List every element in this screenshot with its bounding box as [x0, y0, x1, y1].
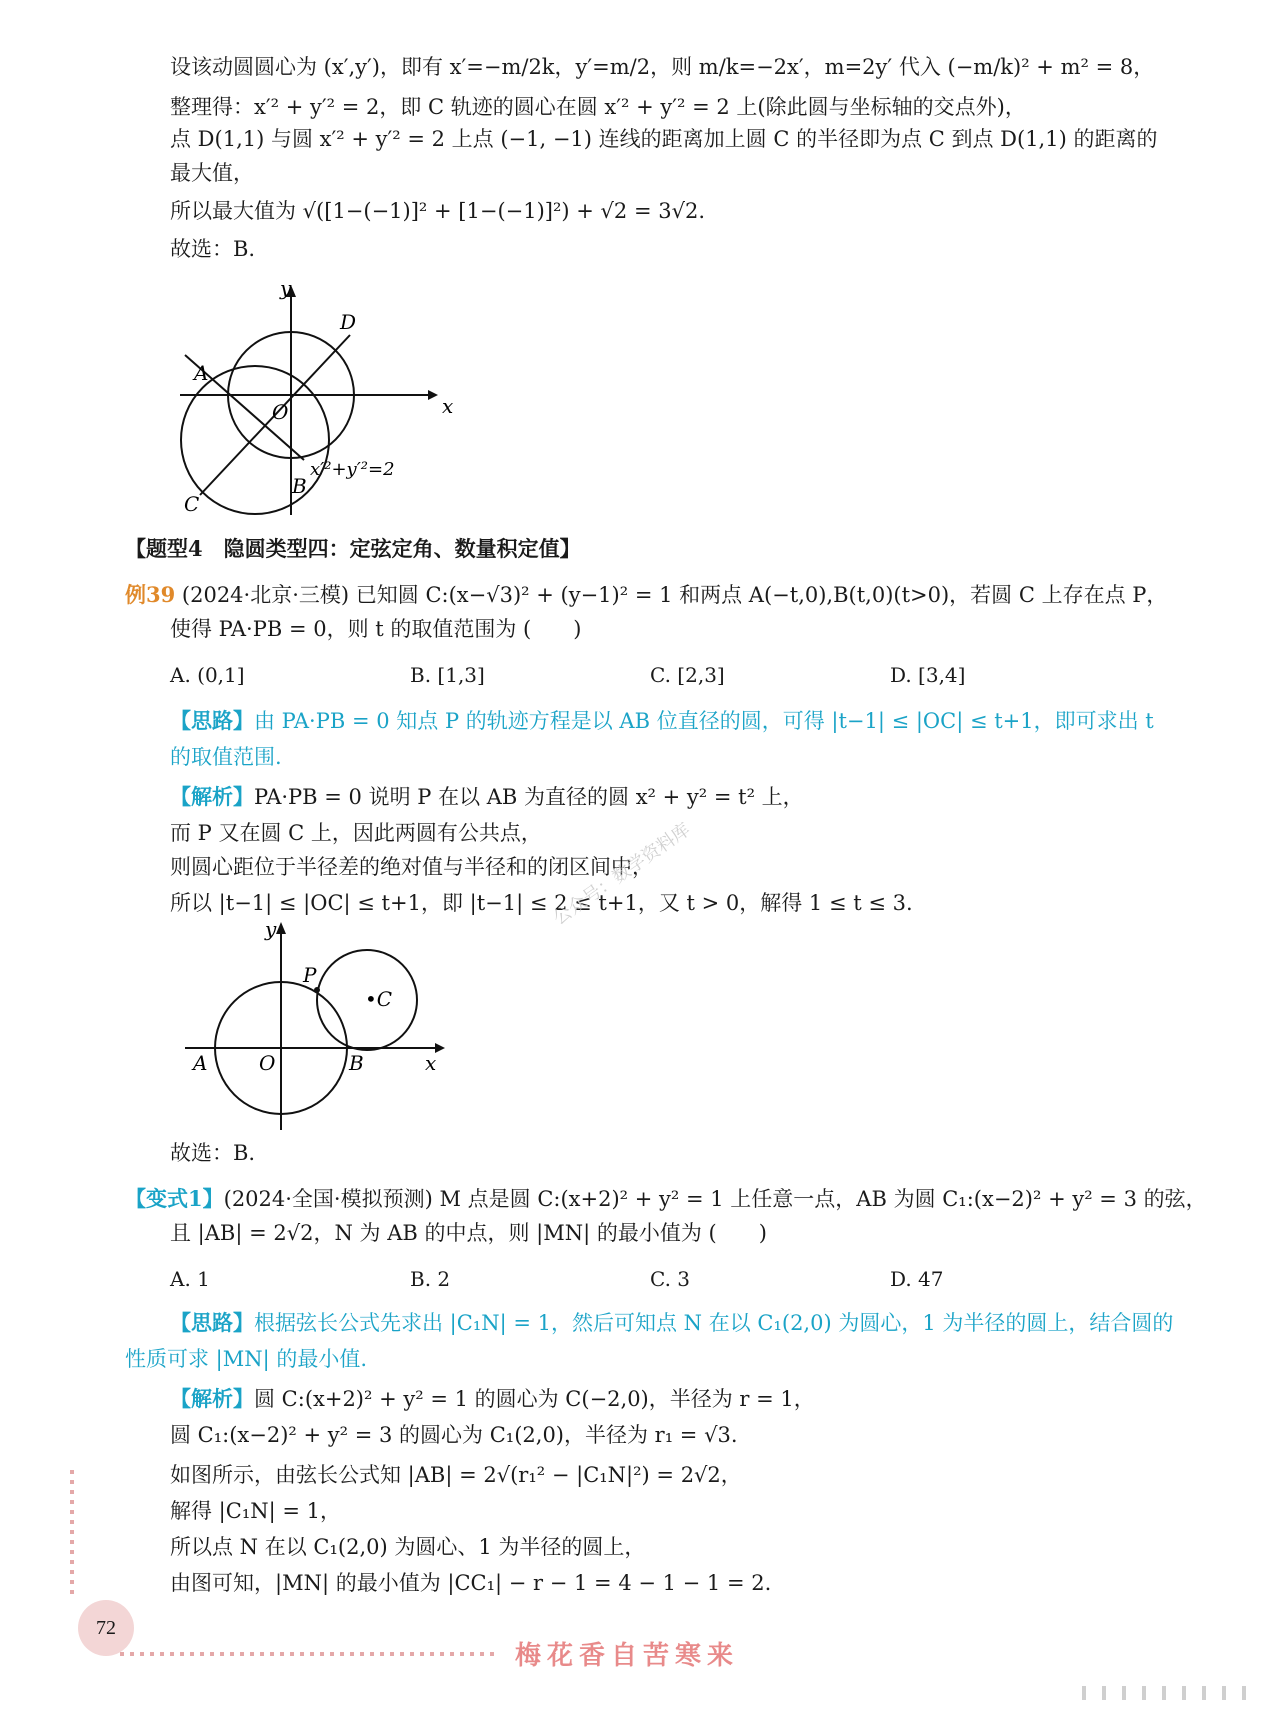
option-a: A. 1 — [170, 1267, 210, 1291]
variant-solution-line-2: 圆 C₁:(x−2)² + y² = 3 的圆心为 C₁(2,0)，半径为 r₁ = √3. — [170, 1423, 738, 1447]
section-heading: 【题型4 隐圆类型四：定弦定角、数量积定值】 — [125, 536, 581, 561]
figure-two-circles — [185, 920, 465, 1140]
footer-dots-vertical — [70, 1470, 74, 1600]
example-39-line-2: 使得 PA·PB = 0，则 t 的取值范围为 ( ) — [170, 617, 582, 641]
variant-solution-line-5: 所以点 N 在以 C₁(2,0) 为圆心、1 为半径的圆上， — [170, 1535, 646, 1559]
fig1-point-b: B — [292, 474, 307, 498]
solution-39-line-1: 【解析】PA·PB = 0 说明 P 在以 AB 为直径的圆 x² + y² = t² 上， — [170, 784, 804, 809]
fig2-point-o: O — [259, 1051, 276, 1075]
fig1-point-a: A — [194, 361, 209, 385]
answer-line: 故选：B. — [170, 237, 256, 261]
solution-line-4: 最大值， — [170, 161, 254, 185]
variant-think-line-2: 性质可求 |MN| 的最小值. — [125, 1347, 368, 1371]
option-c: C. [2,3] — [650, 663, 725, 687]
variant-think-line-1: 【思路】根据弦长公式先求出 |C₁N| = 1，然后可知点 N 在以 C₁(2,0) 为圆心，1 为半径的圆上，结合圆的 — [170, 1310, 1174, 1335]
fig2-point-b: B — [349, 1051, 364, 1075]
variant-solution-line-3: 如图所示，由弦长公式知 |AB| = 2√(r₁² − |C₁N|²) = 2√2， — [170, 1463, 742, 1487]
footer-dots-horizontal — [120, 1652, 500, 1656]
solution-line-5: 所以最大值为 √([1−(−1)]² + [1−(−1)]²) + √2 = 3√2. — [170, 199, 706, 223]
fig2-x-label: x — [425, 1051, 437, 1075]
variant-1-line-2: 且 |AB| = 2√2，N 为 AB 的中点，则 |MN| 的最小值为 ( ) — [170, 1221, 767, 1245]
variant-1-line-1: 【变式1】(2024·全国·模拟预测) M 点是圆 C:(x+2)² + y² = 1 上任意一点，AB 为圆 C₁:(x−2)² + y² = 3 的弦， — [125, 1186, 1207, 1211]
fig2-point-p: P — [303, 963, 317, 987]
page-number: 72 — [78, 1600, 134, 1656]
variant-solution-line-1: 【解析】圆 C:(x+2)² + y² = 1 的圆心为 C(−2,0)，半径为 r = 1， — [170, 1386, 815, 1411]
option-b: B. [1,3] — [410, 663, 485, 687]
think-line-2: 的取值范围. — [170, 745, 282, 769]
fig1-y-label: y — [280, 285, 292, 300]
footer-slogan: 梅花香自苦寒来 — [515, 1641, 740, 1671]
figure-circle-locus — [180, 285, 480, 520]
fig1-point-c: C — [184, 492, 200, 516]
solution-39-line-3: 则圆心距位于半径差的绝对值与半径和的闭区间中， — [170, 855, 653, 879]
fig1-equation: x′²+y′²=2 — [310, 459, 395, 480]
fig1-point-o: O — [272, 400, 289, 424]
solution-39-line-2: 而 P 又在圆 C 上，因此两圆有公共点， — [170, 821, 542, 845]
fig1-point-d: D — [340, 310, 357, 334]
fig2-point-c: •C — [365, 987, 393, 1011]
option-a: A. (0,1] — [170, 663, 245, 687]
fig2-y-label: y — [265, 920, 277, 941]
solution-line-2: 整理得：x′² + y′² = 2，即 C 轨迹的圆心在圆 x′² + y′² = 2 上(除此圆与坐标轴的交点外)， — [170, 95, 1026, 119]
fig2-point-a: A — [193, 1051, 208, 1075]
option-d: D. [3,4] — [890, 663, 966, 687]
example-tag: 例39 — [125, 582, 176, 607]
answer-39: 故选：B. — [170, 1141, 256, 1165]
example-39-line-1: 例39 (2024·北京·三模) 已知圆 C:(x−√3)² + (y−1)² = 1 和两点 A(−t,0),B(t,0)(t>0)，若圆 C 上存在点 P， — [125, 582, 1168, 607]
variant-solution-line-6: 由图可知，|MN| 的最小值为 |CC₁| − r − 1 = 4 − 1 − 1 = 2. — [170, 1571, 772, 1595]
option-b: B. 2 — [410, 1267, 451, 1291]
solution-line-1: 设该动圆圆心为 (x′,y′)，即有 x′=−m/2k，y′=m/2，则 m/k=−2x′，m=2y′ 代入 (−m/k)² + m² = 8， — [170, 55, 1155, 79]
page-indicator — [1082, 1686, 1262, 1700]
option-c: C. 3 — [650, 1267, 691, 1291]
watermark: 公众号：数学资料库 — [549, 819, 695, 930]
option-d: D. 47 — [890, 1267, 944, 1291]
variant-tag: 【变式1】 — [125, 1186, 224, 1211]
solution-line-3: 点 D(1,1) 与圆 x′² + y′² = 2 上点 (−1, −1) 连线的距离加上圆 C 的半径即为点 C 到点 D(1,1) 的距离的 — [170, 127, 1158, 151]
think-line-1: 【思路】由 PA·PB = 0 知点 P 的轨迹方程是以 AB 位直径的圆，可得 |t−1| ≤ |OC| ≤ t+1，即可求出 t — [170, 708, 1154, 733]
variant-solution-line-4: 解得 |C₁N| = 1， — [170, 1499, 341, 1523]
solution-39-line-4: 所以 |t−1| ≤ |OC| ≤ t+1，即 |t−1| ≤ 2 ≤ t+1，又 t > 0，解得 1 ≤ t ≤ 3. — [170, 891, 913, 915]
fig1-x-label: x — [442, 394, 454, 418]
